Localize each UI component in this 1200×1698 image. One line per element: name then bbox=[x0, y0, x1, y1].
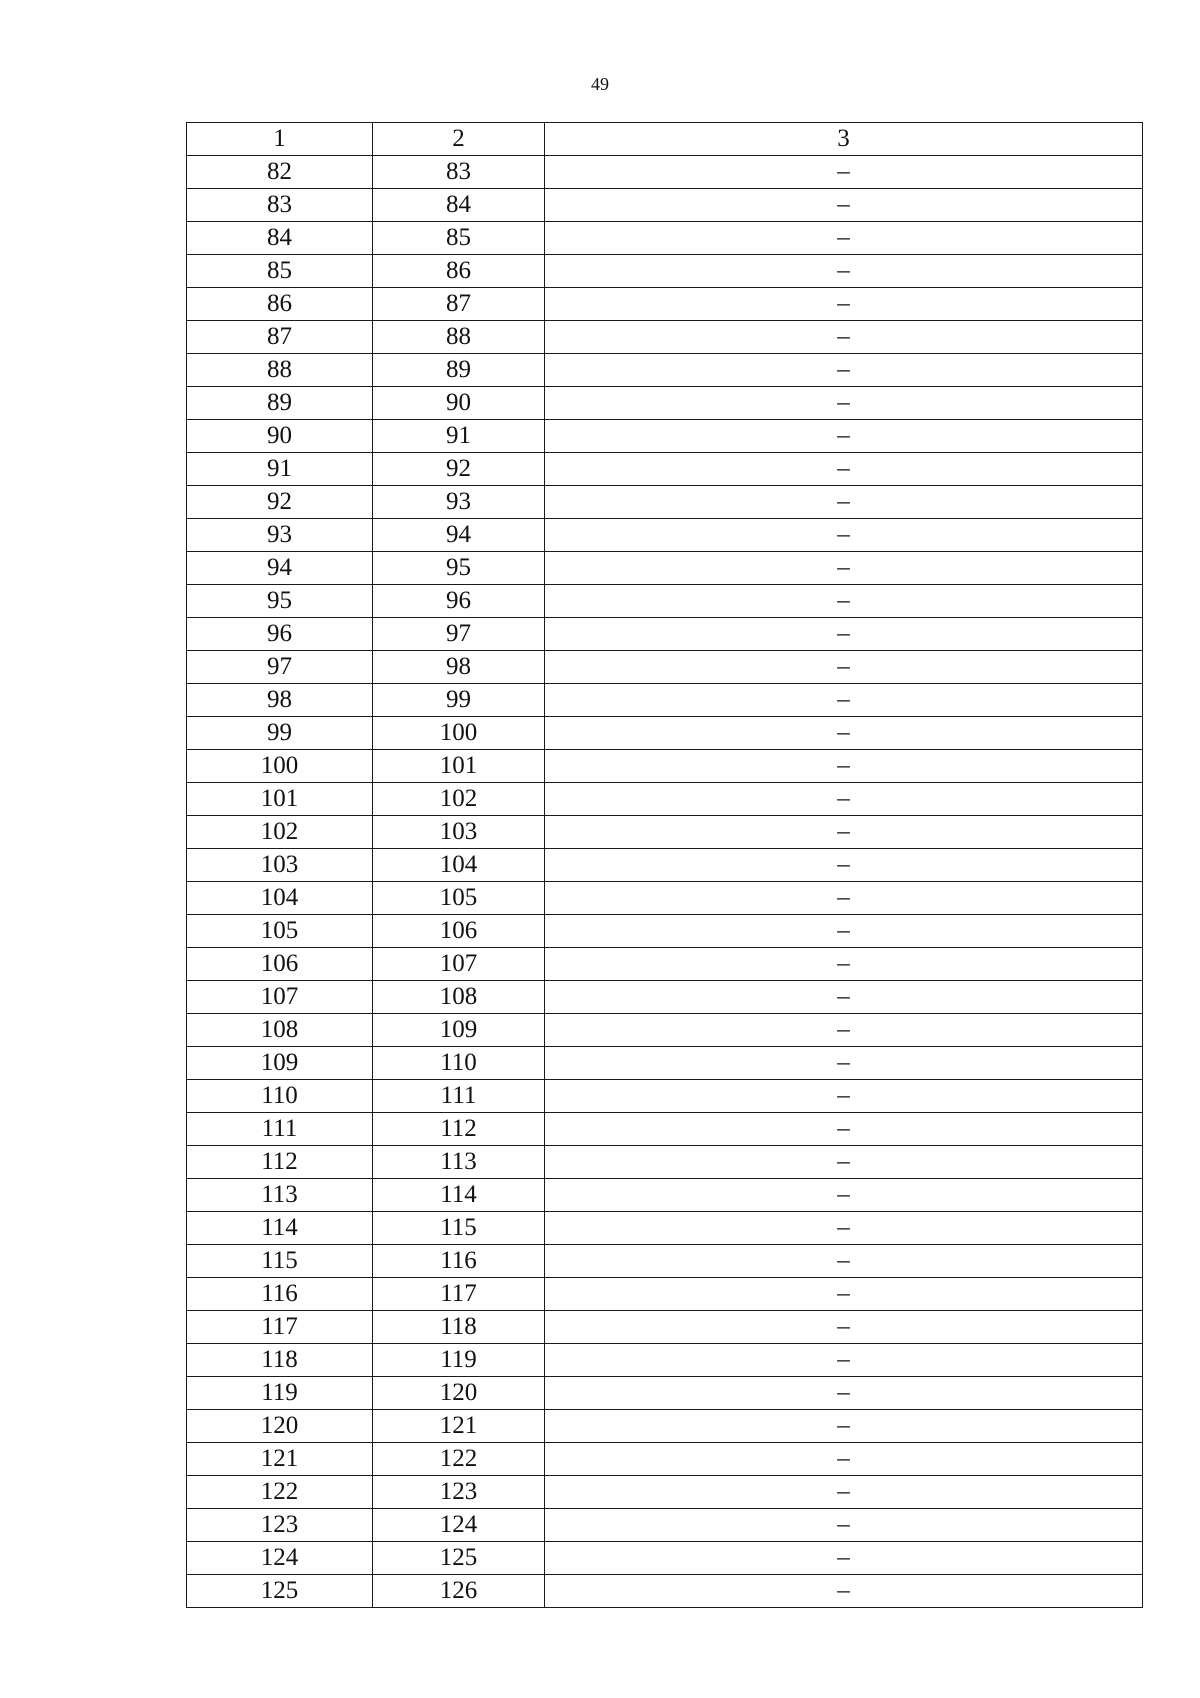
table-row bbox=[187, 486, 1143, 519]
table-cell-col-1: 125 bbox=[187, 1575, 373, 1608]
table-cell-col-1: 84 bbox=[187, 222, 373, 255]
table-cell-col-1: 89 bbox=[187, 387, 373, 420]
table-row bbox=[187, 948, 1143, 981]
table-cell-col-1: 87 bbox=[187, 321, 373, 354]
table-cell-col-3: – bbox=[545, 321, 1143, 354]
table-cell-col-2: 91 bbox=[373, 420, 545, 453]
column-header-2: 2 bbox=[373, 123, 545, 156]
table-body bbox=[187, 156, 1143, 1608]
table-row bbox=[187, 288, 1143, 321]
table-cell-col-3: – bbox=[545, 552, 1143, 585]
table-cell-col-3: – bbox=[545, 420, 1143, 453]
table-row bbox=[187, 255, 1143, 288]
table-cell-col-2: 93 bbox=[373, 486, 545, 519]
table-cell-col-2: 85 bbox=[373, 222, 545, 255]
table-cell-col-1: 102 bbox=[187, 816, 373, 849]
table-cell-col-3: – bbox=[545, 486, 1143, 519]
table-cell-col-1: 99 bbox=[187, 717, 373, 750]
data-table bbox=[186, 122, 1143, 1608]
column-header-3: 3 bbox=[545, 123, 1143, 156]
table-cell-col-2: 107 bbox=[373, 948, 545, 981]
table-row bbox=[187, 1245, 1143, 1278]
table-row bbox=[187, 618, 1143, 651]
table-cell-col-2: 111 bbox=[373, 1080, 545, 1113]
table-cell-col-1: 110 bbox=[187, 1080, 373, 1113]
table-cell-col-2: 102 bbox=[373, 783, 545, 816]
table-row bbox=[187, 1476, 1143, 1509]
table-row bbox=[187, 453, 1143, 486]
table-cell-col-2: 118 bbox=[373, 1311, 545, 1344]
table-cell-col-2: 98 bbox=[373, 651, 545, 684]
table-cell-col-3: – bbox=[545, 1278, 1143, 1311]
table-row bbox=[187, 1047, 1143, 1080]
table-cell-col-1: 94 bbox=[187, 552, 373, 585]
table-cell-col-1: 97 bbox=[187, 651, 373, 684]
table-row bbox=[187, 585, 1143, 618]
table-cell-col-1: 93 bbox=[187, 519, 373, 552]
table-cell-col-3: – bbox=[545, 882, 1143, 915]
table-cell-col-2: 106 bbox=[373, 915, 545, 948]
table-row bbox=[187, 156, 1143, 189]
table-cell-col-3: – bbox=[545, 1212, 1143, 1245]
table-cell-col-2: 90 bbox=[373, 387, 545, 420]
table-row bbox=[187, 552, 1143, 585]
table-cell-col-1: 118 bbox=[187, 1344, 373, 1377]
table-cell-col-1: 106 bbox=[187, 948, 373, 981]
table-cell-col-2: 104 bbox=[373, 849, 545, 882]
table-cell-col-2: 99 bbox=[373, 684, 545, 717]
table-cell-col-2: 89 bbox=[373, 354, 545, 387]
table-cell-col-2: 105 bbox=[373, 882, 545, 915]
table-cell-col-3: – bbox=[545, 651, 1143, 684]
table-cell-col-2: 124 bbox=[373, 1509, 545, 1542]
table-cell-col-3: – bbox=[545, 1509, 1143, 1542]
table-cell-col-3: – bbox=[545, 1080, 1143, 1113]
table-cell-col-3: – bbox=[545, 519, 1143, 552]
table-cell-col-1: 107 bbox=[187, 981, 373, 1014]
table-row bbox=[187, 321, 1143, 354]
table-cell-col-2: 94 bbox=[373, 519, 545, 552]
table-cell-col-3: – bbox=[545, 453, 1143, 486]
table-cell-col-2: 112 bbox=[373, 1113, 545, 1146]
table-row bbox=[187, 1542, 1143, 1575]
table-row bbox=[187, 1575, 1143, 1608]
table-cell-col-1: 112 bbox=[187, 1146, 373, 1179]
table-cell-col-1: 108 bbox=[187, 1014, 373, 1047]
table-cell-col-2: 122 bbox=[373, 1443, 545, 1476]
table-cell-col-1: 101 bbox=[187, 783, 373, 816]
table-cell-col-1: 105 bbox=[187, 915, 373, 948]
table-cell-col-3: – bbox=[545, 354, 1143, 387]
table-row bbox=[187, 915, 1143, 948]
table-row bbox=[187, 1113, 1143, 1146]
table-row bbox=[187, 222, 1143, 255]
table-cell-col-3: – bbox=[545, 1014, 1143, 1047]
header-row bbox=[187, 123, 1143, 156]
table-cell-col-2: 92 bbox=[373, 453, 545, 486]
table-cell-col-3: – bbox=[545, 1311, 1143, 1344]
table-cell-col-3: – bbox=[545, 1344, 1143, 1377]
table-cell-col-1: 123 bbox=[187, 1509, 373, 1542]
table-row bbox=[187, 783, 1143, 816]
table-row bbox=[187, 420, 1143, 453]
table-cell-col-1: 83 bbox=[187, 189, 373, 222]
table-row bbox=[187, 1377, 1143, 1410]
table-cell-col-1: 91 bbox=[187, 453, 373, 486]
table-cell-col-3: – bbox=[545, 1047, 1143, 1080]
table-cell-col-1: 115 bbox=[187, 1245, 373, 1278]
table-row bbox=[187, 1443, 1143, 1476]
table-cell-col-3: – bbox=[545, 684, 1143, 717]
table-cell-col-3: – bbox=[545, 1575, 1143, 1608]
table-cell-col-2: 96 bbox=[373, 585, 545, 618]
table-cell-col-3: – bbox=[545, 717, 1143, 750]
table-cell-col-1: 100 bbox=[187, 750, 373, 783]
table-cell-col-2: 115 bbox=[373, 1212, 545, 1245]
table-cell-col-2: 116 bbox=[373, 1245, 545, 1278]
table-cell-col-3: – bbox=[545, 1377, 1143, 1410]
table-cell-col-2: 83 bbox=[373, 156, 545, 189]
table-row bbox=[187, 816, 1143, 849]
table-cell-col-2: 126 bbox=[373, 1575, 545, 1608]
table-cell-col-3: – bbox=[545, 156, 1143, 189]
table-cell-col-3: – bbox=[545, 915, 1143, 948]
table-row bbox=[187, 882, 1143, 915]
table-cell-col-1: 95 bbox=[187, 585, 373, 618]
table-row bbox=[187, 981, 1143, 1014]
table-cell-col-1: 114 bbox=[187, 1212, 373, 1245]
table-cell-col-2: 100 bbox=[373, 717, 545, 750]
table-cell-col-2: 113 bbox=[373, 1146, 545, 1179]
page-number: 49 bbox=[591, 74, 609, 94]
table-cell-col-1: 88 bbox=[187, 354, 373, 387]
table-cell-col-2: 103 bbox=[373, 816, 545, 849]
table-row bbox=[187, 1179, 1143, 1212]
table-cell-col-3: – bbox=[545, 750, 1143, 783]
table-cell-col-2: 119 bbox=[373, 1344, 545, 1377]
table-cell-col-1: 113 bbox=[187, 1179, 373, 1212]
table-cell-col-1: 86 bbox=[187, 288, 373, 321]
table-cell-col-2: 123 bbox=[373, 1476, 545, 1509]
table-cell-col-1: 117 bbox=[187, 1311, 373, 1344]
table-cell-col-3: – bbox=[545, 1443, 1143, 1476]
table-row bbox=[187, 1014, 1143, 1047]
table-cell-col-1: 98 bbox=[187, 684, 373, 717]
table-row bbox=[187, 1080, 1143, 1113]
table-cell-col-2: 95 bbox=[373, 552, 545, 585]
table-row bbox=[187, 1410, 1143, 1443]
table-cell-col-3: – bbox=[545, 816, 1143, 849]
table-cell-col-2: 125 bbox=[373, 1542, 545, 1575]
table-cell-col-3: – bbox=[545, 1146, 1143, 1179]
table-row bbox=[187, 717, 1143, 750]
table-row bbox=[187, 684, 1143, 717]
table-cell-col-2: 109 bbox=[373, 1014, 545, 1047]
table-row bbox=[187, 387, 1143, 420]
table-row bbox=[187, 1278, 1143, 1311]
table-cell-col-2: 97 bbox=[373, 618, 545, 651]
table-cell-col-3: – bbox=[545, 1542, 1143, 1575]
table-cell-col-2: 110 bbox=[373, 1047, 545, 1080]
table-row bbox=[187, 1146, 1143, 1179]
table-cell-col-1: 119 bbox=[187, 1377, 373, 1410]
table-cell-col-3: – bbox=[545, 222, 1143, 255]
table-cell-col-1: 104 bbox=[187, 882, 373, 915]
table-cell-col-2: 101 bbox=[373, 750, 545, 783]
column-header-1: 1 bbox=[187, 123, 373, 156]
table-cell-col-1: 120 bbox=[187, 1410, 373, 1443]
table-cell-col-1: 111 bbox=[187, 1113, 373, 1146]
table-cell-col-3: – bbox=[545, 618, 1143, 651]
table-cell-col-3: – bbox=[545, 1179, 1143, 1212]
table-cell-col-2: 117 bbox=[373, 1278, 545, 1311]
table-cell-col-2: 87 bbox=[373, 288, 545, 321]
table-row bbox=[187, 750, 1143, 783]
table-cell-col-1: 124 bbox=[187, 1542, 373, 1575]
table-cell-col-1: 109 bbox=[187, 1047, 373, 1080]
table-cell-col-3: – bbox=[545, 288, 1143, 321]
table-cell-col-1: 85 bbox=[187, 255, 373, 288]
table-cell-col-1: 103 bbox=[187, 849, 373, 882]
table-cell-col-3: – bbox=[545, 948, 1143, 981]
table-cell-col-2: 120 bbox=[373, 1377, 545, 1410]
table-header bbox=[187, 123, 1143, 156]
table-cell-col-3: – bbox=[545, 849, 1143, 882]
table-row bbox=[187, 189, 1143, 222]
table-cell-col-3: – bbox=[545, 255, 1143, 288]
table-row bbox=[187, 1212, 1143, 1245]
table-cell-col-1: 121 bbox=[187, 1443, 373, 1476]
table-cell-col-3: – bbox=[545, 1113, 1143, 1146]
table-cell-col-3: – bbox=[545, 585, 1143, 618]
table-row bbox=[187, 651, 1143, 684]
table-cell-col-3: – bbox=[545, 1476, 1143, 1509]
table-row bbox=[187, 519, 1143, 552]
table-cell-col-2: 86 bbox=[373, 255, 545, 288]
table-cell-col-1: 96 bbox=[187, 618, 373, 651]
table-row bbox=[187, 1311, 1143, 1344]
table-cell-col-3: – bbox=[545, 981, 1143, 1014]
table-row bbox=[187, 354, 1143, 387]
table-cell-col-1: 82 bbox=[187, 156, 373, 189]
table-cell-col-3: – bbox=[545, 387, 1143, 420]
table-cell-col-1: 122 bbox=[187, 1476, 373, 1509]
table-cell-col-2: 88 bbox=[373, 321, 545, 354]
table-row bbox=[187, 1344, 1143, 1377]
table-cell-col-3: – bbox=[545, 189, 1143, 222]
table-cell-col-3: – bbox=[545, 1245, 1143, 1278]
table-cell-col-1: 90 bbox=[187, 420, 373, 453]
table-cell-col-2: 114 bbox=[373, 1179, 545, 1212]
table-cell-col-2: 108 bbox=[373, 981, 545, 1014]
table-cell-col-3: – bbox=[545, 783, 1143, 816]
table-cell-col-2: 121 bbox=[373, 1410, 545, 1443]
table-cell-col-3: – bbox=[545, 1410, 1143, 1443]
table-cell-col-1: 92 bbox=[187, 486, 373, 519]
table-row bbox=[187, 849, 1143, 882]
table-row bbox=[187, 1509, 1143, 1542]
table-cell-col-2: 84 bbox=[373, 189, 545, 222]
table-cell-col-1: 116 bbox=[187, 1278, 373, 1311]
